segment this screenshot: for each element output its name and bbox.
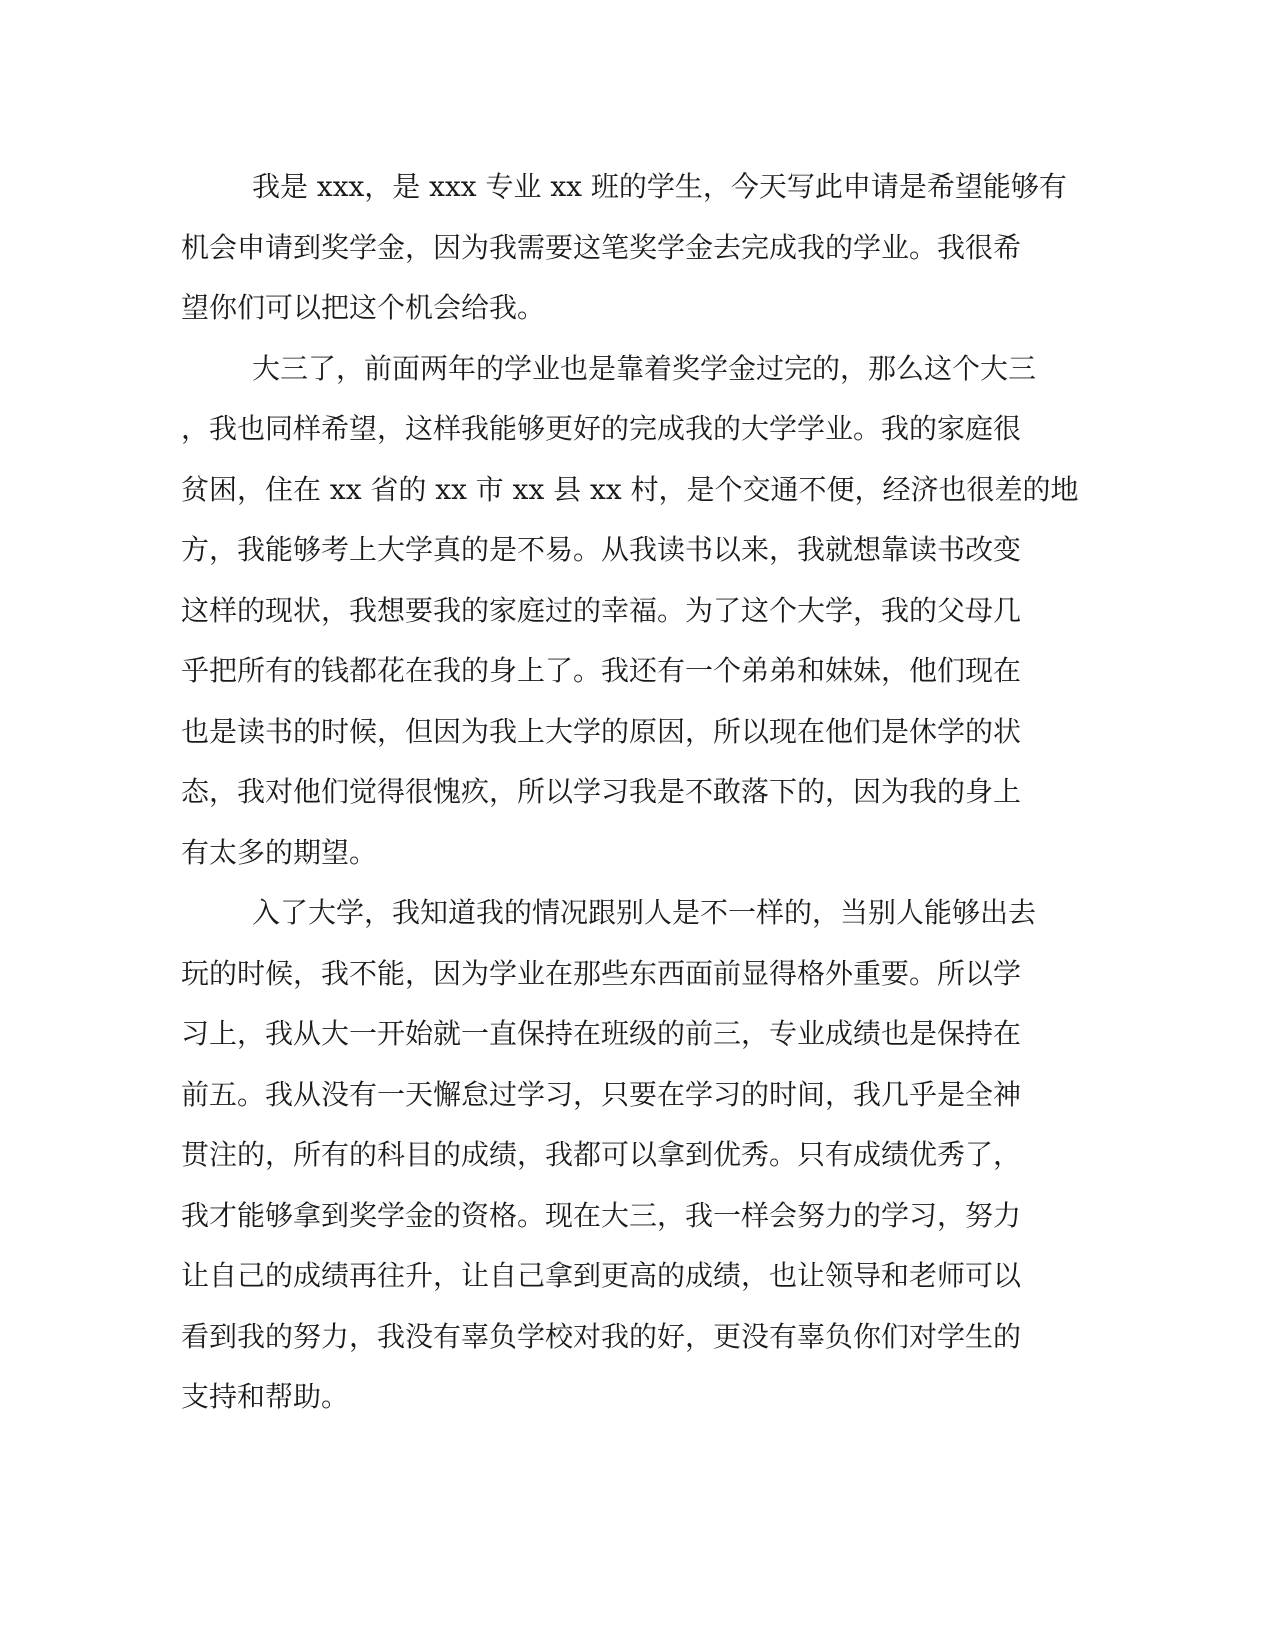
text-line: 前五。我从没有一天懈怠过学习，只要在学习的时间，我几乎是全神 (181, 1077, 1022, 1111)
document-body (181, 157, 1079, 1428)
paragraph-2 (181, 339, 1079, 884)
text-line: 贯注的，所有的科目的成绩，我都可以拿到优秀。只有成绩优秀了， (181, 1138, 1022, 1171)
text-line: 贫困，住在 xx 省的 xx 市 xx 县 xx 村，是个交通不便，经济也很差的地 (181, 472, 1079, 506)
text-line: 这样的现状，我想要我的家庭过的幸福。为了这个大学，我的父母几 (181, 593, 1022, 627)
text-line: 我是 xxx，是 xxx 专业 xx 班的学生，今天写此申请是希望能够有 (252, 170, 1067, 203)
text-line: 我才能够拿到奖学金的资格。现在大三，我一样会努力的学习，努力 (181, 1198, 1022, 1232)
text-line: 让自己的成绩再往升，让自己拿到更高的成绩，也让领导和老师可以 (181, 1259, 1022, 1292)
text-line: 入了大学，我知道我的情况跟别人是不一样的，当别人能够出去 (252, 896, 1037, 929)
paragraph-3 (181, 883, 1041, 1428)
text-line: 玩的时候，我不能，因为学业在那些东西面前显得格外重要。所以学 (181, 956, 1022, 990)
text-line: ，我也同样希望，这样我能够更好的完成我的大学学业。我的家庭很 (181, 412, 1022, 445)
text-line: 乎把所有的钱都花在我的身上了。我还有一个弟弟和妹妹，他们现在 (181, 654, 1022, 687)
text-line: 机会申请到奖学金，因为我需要这笔奖学金去完成我的学业。我很希 (181, 230, 1022, 264)
text-line: 态，我对他们觉得很愧疚，所以学习我是不敢落下的，因为我的身上 (181, 775, 1022, 808)
text-line: 支持和帮助。 (181, 1380, 350, 1413)
paragraph-1 (181, 157, 1067, 339)
text-line: 望你们可以把这个机会给我。 (181, 291, 546, 324)
text-line: 大三了，前面两年的学业也是靠着奖学金过完的，那么这个大三 (252, 351, 1037, 385)
text-line: 习上，我从大一开始就一直保持在班级的前三，专业成绩也是保持在 (181, 1017, 1022, 1050)
text-line: 看到我的努力，我没有辜负学校对我的好，更没有辜负你们对学生的 (181, 1319, 1022, 1353)
text-line: 有太多的期望。 (181, 835, 378, 869)
text-line: 方，我能够考上大学真的是不易。从我读书以来，我就想靠读书改变 (181, 533, 1022, 566)
text-line: 也是读书的时候，但因为我上大学的原因，所以现在他们是休学的状 (181, 714, 1022, 748)
